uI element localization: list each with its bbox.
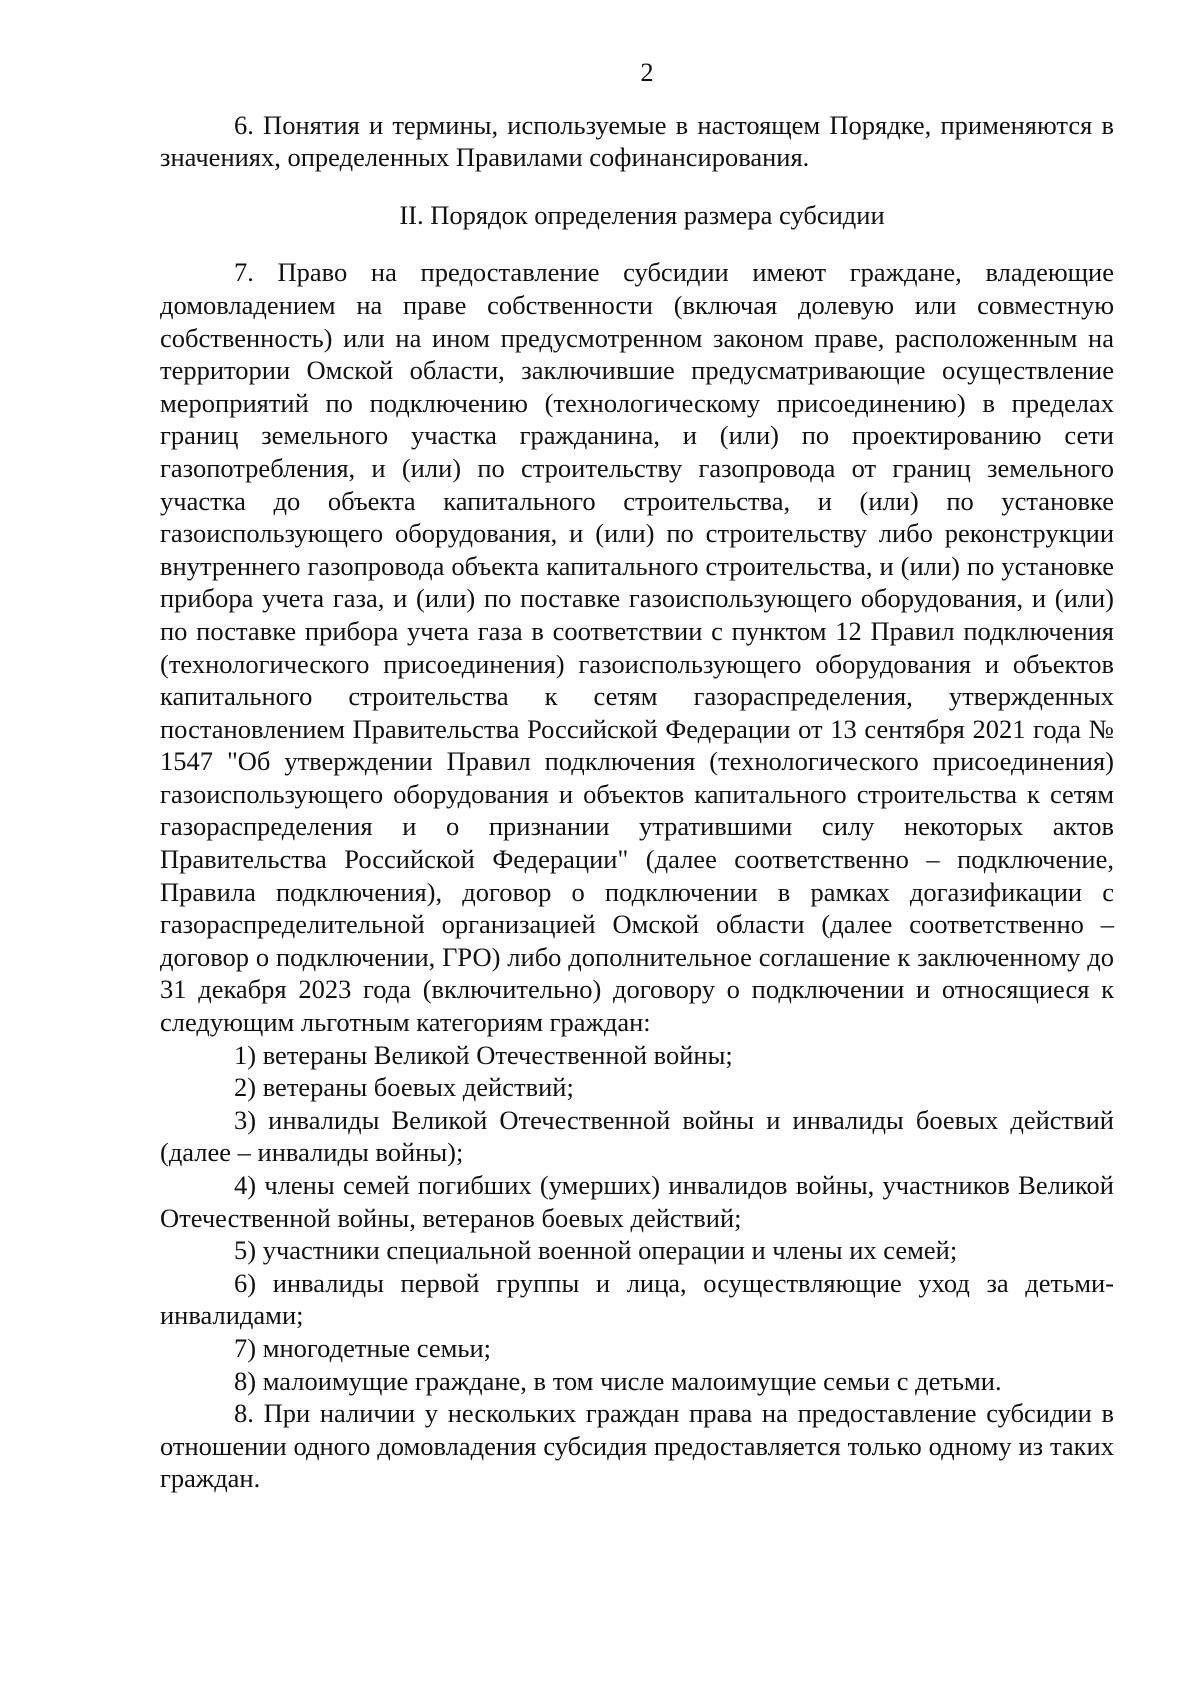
list-item: 3) инвалиды Великой Отечественной войны и инвалиды боевых действий (далее – инвалиды войны);	[160, 1104, 1114, 1168]
section-heading: II. Порядок определения размера субсидии	[399, 199, 885, 230]
paragraph-8: 8. При наличии у нескольких граждан права на предоставление субсидии в отношении одного домовладения субсидия предоставляется только одному из таких граждан.	[160, 1398, 1114, 1494]
list-item: 8) малоимущие граждане, в том числе малоимущие семьи с детьми.	[234, 1365, 1002, 1396]
list-item: 4) члены семей погибших (умерших) инвалидов войны, участников Великой Отечественной войны, ветеранов боевых действий;	[160, 1170, 1114, 1233]
list-item: 1) ветераны Великой Отечественной войны;	[234, 1039, 733, 1070]
list-item: 7) многодетные семьи;	[234, 1332, 492, 1363]
list-item: 6) инвалиды первой группы и лица, осуществляющие уход за детьми-инвалидами;	[160, 1267, 1114, 1331]
paragraph-7: 7. Право на предоставление субсидии имеют граждане, владеющие домовладением на праве собственности (включая долевую или совместную собственность) или на ином предусмотренном законом праве, расположенным на территории Омской области, заключившие предусматривающие осуществление мероприятий по подключению (технологическому присоединению) в пределах границ земельного участка гражданина, и (или) по проектированию сети газопотребления, и (или) по строительству газопровода от границ земельного участка до объекта капитального строительства, и (или) по установке газоиспользующего оборудования, и (или) по строительству либо реконструкции внутреннего газопровода объекта капитального строительства, и (или) по установке прибора учета газа, и (или) по поставке газоиспользующего оборудования, и (или) по поставке прибора учета газа в соответствии с пунктом 12 Правил подключения (технологического присоединения) газоиспользующего оборудования и объектов капитального строительства к сетям газораспределения, утвержденных постановлением Правительства Российской Федерации от 13 сентября 2021 года № 1547 "Об утверждении Правил подключения (технологического присоединения) газоиспользующего оборудования и объектов капитального строительства к сетям газораспределения и о признании утратившими силу некоторых актов Правительства Российской Федерации" (далее соответственно – подключение, Правила подключения), договор о подключении в рамках догазификации с газораспределительной организацией Омской области (далее соответственно – договор о подключении, ГРО) либо дополнительное соглашение к заключенному до 31 декабря 2023 года (включительно) договору о подключении и относящиеся к следующим льготным категориям граждан:	[160, 257, 1114, 1038]
paragraph-6: 6. Понятия и термины, используемые в настоящем Порядке, применяются в значениях, определенных Правилами софинансирования.	[160, 109, 1114, 173]
list-item: 5) участники специальной военной операции и члены их семей;	[234, 1235, 958, 1266]
list-item: 2) ветераны боевых действий;	[234, 1072, 574, 1103]
page-number: 2	[640, 57, 654, 87]
